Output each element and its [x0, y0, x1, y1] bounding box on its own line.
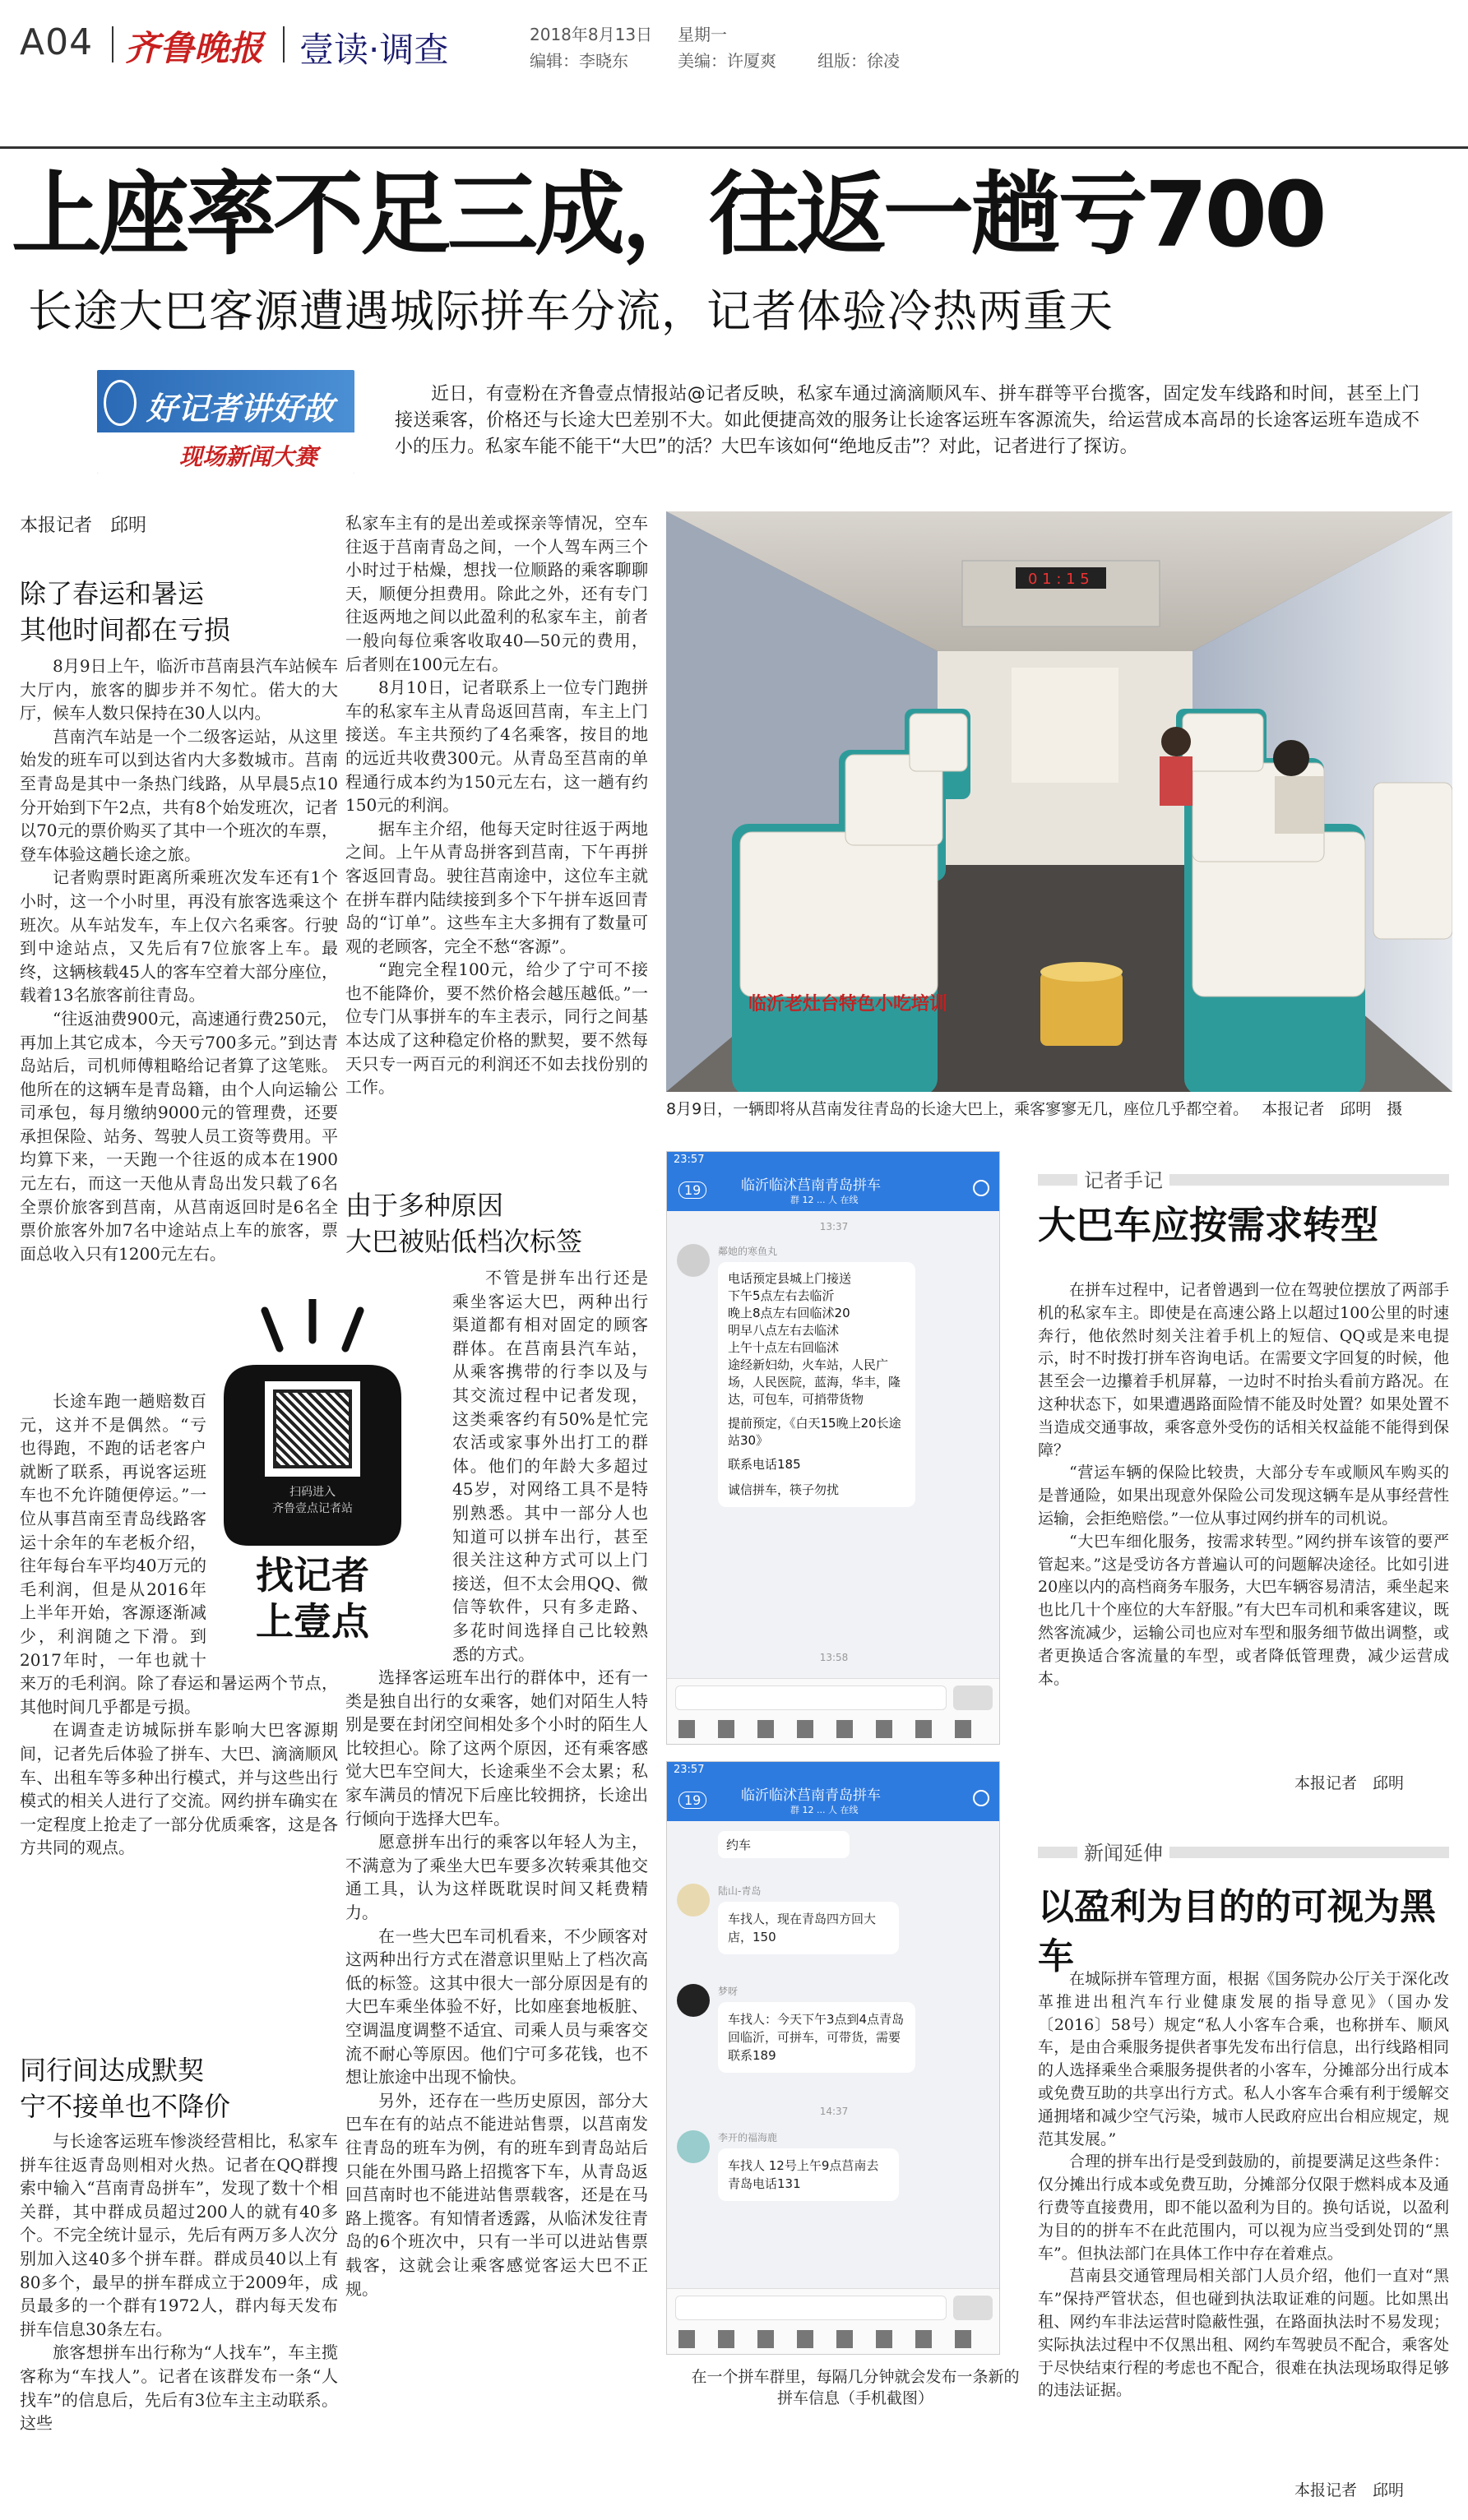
- chat2-members: 群 12 ... 人 在线: [790, 1805, 859, 1815]
- photo-caption: [666, 1098, 1452, 1120]
- chat2-title: 临沂临沭莒南青岛拼车: [741, 1787, 881, 1804]
- wrap-spacer: [345, 1266, 452, 1661]
- qr-caption-top: 扫码进入: [289, 1486, 336, 1499]
- paragraph: “往返油费900元，高速通行费250元，再加上其它成本，今天亏700多元。”到达青岛站后，司机师傅粗略给记者算了这笔账。他所在的这辆车是青岛籍，由个人向运输公司承包，每月缴纳9000元的管理费，还要承担保险、站务、驾驶人员工资等费用。平均算下来，一天跑一个往返的成本在1900元左右，而这一天他从青岛出发只载了6名全票价旅客到莒南，从莒南返回时是6名全票价旅客外加7名中途站点上车的旅客，票面总收入只有1200元左右。: [20, 1008, 338, 1264]
- qr-title-1: 找记者: [256, 1553, 369, 1598]
- photo-credit: 本报记者 邱明 摄: [1262, 1100, 1403, 1118]
- qr-title-2: 上壹点: [256, 1599, 369, 1644]
- banner-deco: [104, 380, 137, 426]
- subhead-2-line-2: 宁不接单也不降价: [20, 2091, 231, 2122]
- chat2-input[interactable]: [675, 2296, 947, 2320]
- header-divider-1: [112, 26, 113, 62]
- avatar: [677, 1884, 710, 1917]
- paragraph: 旅客想拼车出行称为“人找车”，车主揽客称为“车找人”。记者在该群发布一条“人找车”的信息后，先后有3位车主主动联系。这些: [20, 2342, 338, 2434]
- chat1-line: 联系电话185: [728, 1457, 801, 1472]
- paragraph: 8月10日，记者联系上一位专门跑拼车的私家车主从青岛返回莒南，车主上门接送。车主共预约了4名乘客，按目的地的远近共收费300元。从青岛至莒南的单程通行成本约为150元左右，这一趟有约150元的利润。: [345, 677, 648, 816]
- chat-screenshot-1: [666, 1151, 1000, 1745]
- chat2-top-bubble: [718, 1831, 850, 1858]
- chat1-line: 明早八点左右去临沭: [728, 1323, 840, 1338]
- box1-title: 大巴车应按需求转型: [1038, 1203, 1378, 1247]
- chat1-sender: 鄰她的寒鱼丸: [718, 1246, 778, 1257]
- paragraph: 莒南县交通管理局相关部门人员介绍，他们一直对“黑车”保持严管状态，但也碰到执法取证难的问题。比如黑出租、网约车非法运营时隐蔽性强，在路面执法时不易发现；实际执法过程中不仅黑出租、网约车驾驶员不配合，乘客处于尽快结束行程的考虑也不配合，很难在执法现场取得足够的违法证据。: [1038, 2267, 1449, 2400]
- paragraph: 合理的拼车出行是受到鼓励的，前提要满足这些条件：仅分摊出行成本或免费互助，分摊部分仅限于燃料成本及通行费等直接费用，即不能以盈利为目的。换句话说，以盈利为目的的拼车不在此范围内，可以视为应当受到处罚的“黑车”。但执法部门在具体工作中存在着难点。: [1038, 2152, 1449, 2263]
- headrest-ad-text: 临沂老灶台特色小吃培训: [748, 994, 948, 1015]
- chat1-title: 临沂临沭莒南青岛拼车: [741, 1177, 881, 1194]
- chat1-bubble: [718, 1262, 915, 1507]
- header-editor: 编辑：李晓东: [530, 51, 628, 71]
- chat1-line: 途经新妇幼，火车站，人民广场，人民医院，蓝海，华丰，隆达，可包车，可捎带货物: [728, 1357, 901, 1407]
- chat1-line: 电话预定县城上门接送: [728, 1271, 852, 1286]
- chat2-time: 23:57: [674, 1764, 705, 1776]
- send-button[interactable]: [953, 2296, 993, 2320]
- paragraph: “营运车辆的保险比较贵，大部分专车或顺风车购买的是普通险，如果出现意外保险公司发现这辆车是从事经营性运输，会拒绝赔偿。”一位从事过网约拼车的司机说。: [1038, 1463, 1449, 1528]
- subhead-1-line-2: 其他时间都在亏损: [20, 614, 231, 645]
- paragraph: “大巴车细化服务，按需求转型。”网约拼车该管的要严管起来。”这是受访各方普遍认可的问题解决途径。比如引进20座以内的高档商务车服务，大巴车辆容易清洁，乘坐起来也比几十个座位的大车舒服。”有大巴车司机和乘客建议，既然客流减少，运输公司也应对车型和服务细节做出调整，或者更换适合客流量的车型，或者降低管理费，减少运营成本。: [1038, 1532, 1449, 1688]
- subhead-2: [20, 2052, 230, 2125]
- page-header: [20, 16, 1451, 74]
- wrap-spacer: [206, 1389, 338, 1669]
- avatar: [677, 2130, 710, 2163]
- paragraph: 在城际拼车管理方面，根据《国务院办公厅关于深化改革推进出租汽车行业健康发展的指导意见》（国办发〔2016〕58号）规定“私人小客车合乘，也称拼车、顺风车，是由合乘服务提供者事先发布出行信息，出行线路相同的人选择乘坐合乘服务提供者的小客车，分摊部分出行成本或免费互助的共享出行方式。私人小客车合乘有利于缓解交通拥堵和减少空气污染，城市人民政府应出台相应规定，规范其发展。”: [1038, 1970, 1449, 2148]
- chat-caption: 在一个拼车群里，每隔几分钟就会发布一条新的拼车信息（手机截图）: [691, 2368, 1020, 2407]
- paragraph: 在调查走访城际拼车影响大巴客源期间，记者先后体验了拼车、大巴、滴滴顺风车、出租车等多种出行模式，并与这些出行模式的相关人进行了交流。网约拼车确实在一定程度上抢走了一部分优质乘客，这是各方共同的观点。: [20, 1720, 338, 1858]
- paragraph: 据车主介绍，他每天定时往返于两地之间。上午从青岛拼客到莒南，下午再拼客返回青岛。驶往莒南途中，这位车主就在拼车群内陆续接到多个下午拼车返回青岛的“订单”。这些车主大多拥有了数量可观的老顾客，完全不愁“客源”。: [345, 818, 648, 956]
- column-1-text-a: [20, 654, 338, 1390]
- main-headline: 上座率不足三成，往返一趟亏700: [12, 162, 1324, 267]
- lead-paragraph: 近日，有壹粉在齐鲁壹点情报站@记者反映，私家车通过滴滴顺风车、拼车群等平台揽客，固定发车线路和时间，甚至上门接送乘客，价格还与长途大巴差别不大。如此便捷高效的服务让长途客运班车客源流失，给运营成本高昂的长途客运班车造成不小的压力。私家车能不能干“大巴”的活？大巴车该如何“绝地反击”？对此，记者进行了探访。: [395, 384, 1419, 457]
- box2-kicker: 新闻延伸: [1077, 1837, 1169, 1866]
- paragraph: 8月9日上午，临沂市莒南县汽车站候车大厅内，旅客的脚步并不匆忙。偌大的大厅，候车人数只保持在30人以内。: [20, 656, 338, 724]
- chat2-ts: 14:37: [819, 2106, 849, 2117]
- chat2-bubble-3: 车找人 12号上午9点莒南去青岛电话131: [718, 2148, 899, 2201]
- box1-byline: 本报记者 邱明: [1294, 1774, 1405, 1792]
- chat1-ts1: 13:37: [819, 1221, 849, 1232]
- chat2-bubble-2: 车找人：今天下午3点到4点青岛回临沂，可拼车，可带货，需要联系189: [718, 2002, 915, 2073]
- newspaper-logo: 齐鲁晚报: [125, 28, 264, 68]
- paragraph: 记者购票时距离所乘班次发车还有1个小时，这一个小时里，再没有旅客选乘这个班次。从车站发车，车上仅六名乘客。行驶到中途站点，又先后有7位旅客上车。最终，这辆核载45人的客车空着大部分座位，载着13名旅客前往青岛。: [20, 867, 338, 1006]
- subhead-2-line-1: 同行间达成默契: [20, 2055, 205, 2086]
- chat1-back[interactable]: 19: [678, 1181, 706, 1199]
- subhead-1: [20, 576, 230, 648]
- box2-title: 以盈利为目的的可视为黑车: [1038, 1886, 1436, 1977]
- header-date: 2018年8月13日: [530, 25, 653, 44]
- sub-headline: 长途大巴客源遭遇城际拼车分流，记者体验冷热两重天: [28, 285, 1114, 337]
- chat2-toolbar-icons[interactable]: [678, 2330, 991, 2348]
- profile-icon[interactable]: [973, 1790, 989, 1806]
- header-weekday: 星期一: [678, 25, 727, 44]
- profile-icon[interactable]: [973, 1180, 989, 1196]
- chat1-members: 群 12 ... 人 在线: [790, 1195, 859, 1205]
- paragraph: 愿意拼车出行的乘客以年轻人为主，不满意为了乘坐大巴车要多次转乘其他交通工具，认为这样既耽误时间又耗费精力。: [345, 1832, 648, 1923]
- chat2-input-bar: [667, 2288, 1000, 2355]
- chat1-titlebar: [667, 1152, 1000, 1211]
- subhead-3: [345, 1187, 582, 1260]
- banner-top: 好记者讲好故: [146, 391, 335, 427]
- subhead-1-line-1: 除了春运和暑运: [20, 578, 205, 609]
- header-art-editor: 美编：许厦爽: [678, 51, 776, 71]
- box1-kicker: 记者手记: [1077, 1164, 1169, 1193]
- paragraph: “跑完全程100元，给少了宁可不接也不能降价，要不然价格会越压越低。”一位专门从事拼车的车主表示，同行之间基本达成了这种稳定价格的默契，要不然每天只专一两百元的利润还不如去找份别的工作。: [345, 959, 648, 1098]
- chat2-sender-1: 陆山-青岛: [718, 1885, 762, 1897]
- chat2-titlebar: [667, 1762, 1000, 1821]
- subhead-3-line-1: 由于多种原因: [345, 1190, 504, 1221]
- box2-text: [1038, 1968, 1449, 2471]
- chat1-line: 诚信拼车，筷子勿扰: [728, 1482, 840, 1497]
- chat1-ts2: 13:58: [819, 1652, 849, 1663]
- chat-screenshot-2: [666, 1761, 1000, 2355]
- column-1-text-c: [20, 2129, 338, 2512]
- chat1-line: 下午5点左右去临沂: [728, 1288, 835, 1303]
- chat1-line: 提前预定，《白天15晚上20长途站30》: [728, 1416, 901, 1448]
- svg-text:0 1 : 1 5: 0 1 : 1 5: [1028, 571, 1090, 588]
- chat2-sender-3: 李开的福海鹿: [718, 2132, 778, 2143]
- chat2-bubble-1: 车找人，现在青岛四方回大店，150: [718, 1902, 899, 1954]
- chat1-line: 晚上8点左右回临沭20: [728, 1306, 850, 1320]
- avatar: [677, 1984, 710, 2017]
- subhead-3-line-2: 大巴被贴低档次标签: [345, 1226, 583, 1257]
- section-name: 壹读·调查: [299, 30, 449, 70]
- avatar: [677, 1244, 710, 1277]
- box2-byline: 本报记者 邱明: [1294, 2481, 1405, 2499]
- page-number: A04: [20, 21, 94, 63]
- chat2-top-text: 约车: [726, 1838, 752, 1852]
- paragraph: 长途车跑一趟赔数百元，这并不是偶然。“亏也得跑，不跑的话老客户就断了联系，再说客运班车也不允许随便停运。”一位从事莒南至青岛线路客运十余年的车老板介绍，往年每台车平均40万元的毛利润，但是从2016年上半年开始，客源逐渐减少，利润随之下滑。到2017年时，一年也就十来万的毛利润。除了春运和暑运两个节点，其他时间几乎都是亏损。: [20, 1391, 338, 1717]
- box1-text: [1038, 1279, 1449, 1740]
- column-1-text-b: [20, 1389, 338, 2068]
- banner-bottom: 现场新闻大赛: [179, 443, 318, 470]
- paragraph: 与长途客运班车惨淡经营相比，私家车拼车往返青岛则相对火热。记者在QQ群搜索中输入“莒南青岛拼车”，发现了数十个相关群，其中群成员超过200人的就有40多个。不完全统计显示，先后有两万多人次分别加入这40多个拼车群。群成员40以上有80多个，最早的拼车群成立于2009年，成员最多的一个群有1972人，群内每天发布拼车信息30条左右。: [20, 2131, 338, 2339]
- chat1-input-bar: [667, 1678, 1000, 1745]
- send-button[interactable]: [953, 1685, 993, 1710]
- chat2-sender-2: 梦呀: [718, 1986, 739, 1997]
- chat1-input[interactable]: [675, 1685, 947, 1710]
- chat1-time: 23:57: [674, 1154, 705, 1166]
- header-layout: 组版：徐凌: [817, 51, 900, 71]
- photo-caption-text: 8月9日，一辆即将从莒南发往青岛的长途大巴上，乘客寥寥无几，座位几乎都空着。: [666, 1100, 1249, 1118]
- bus-interior-photo: [666, 511, 1452, 1092]
- chat1-line: 上午十点左右回临沭: [728, 1340, 840, 1355]
- paragraph: 另外，还存在一些历史原因，部分大巴车在有的站点不能进站售票，以莒南发往青岛的班车为例，有的班车到青岛站后只能在外围马路上招揽客下车，从青岛返回莒南时也不能进站售票载客，还是在马路上揽客。有知情者透露，从临沭发往青岛的6个班次中，只有一半可以进站售票载客，这就会让乘客感觉客运大巴不正规。: [345, 2090, 648, 2299]
- column-2-text-b: [345, 1266, 648, 2512]
- paragraph: 在一些大巴车司机看来，不少顾客对这两种出行方式在潜意识里贴上了档次高低的标签。这其中很大一部分原因是有的大巴车乘坐体验不好，比如座套地板脏、空调温度调整不适宜、司乘人员与乘客交流不耐心等原因。他们宁可多花钱，也不想让旅途中出现不愉快。: [345, 1926, 648, 2088]
- header-divider-2: [283, 26, 285, 62]
- paragraph: 在拼车过程中，记者曾遇到一位在驾驶位摆放了两部手机的私家车主。即使是在高速公路上以超过100公里的时速奔行，他依然时刻关注着手机上的短信、QQ或是来电提示，时不时拨打拼车咨询电话。在需要文字回复的时候，他甚至会一边攥着手机屏幕，一边时不时抬头看前方路况。在这种状态下，如果遭遇路面险情不能及时处置？如果处置不当造成交通事故，乘客意外受伤的话相关权益能不能得到保障？: [1038, 1281, 1449, 1459]
- byline: 本报记者 邱明: [20, 516, 147, 536]
- contest-banner: [97, 370, 354, 474]
- paragraph: 不管是拼车出行还是乘坐客运大巴，两种出行渠道都有相对固定的顾客群体。在莒南县汽车站，从乘客携带的行李以及与其交流过程中记者发现，这类乘客约有50%是忙完农活或家事外出打工的群体。他们的年龄大多超过45岁，对网络工具不是特别熟悉。其中一部分人也知道可以拼车出行，甚至很关注这种方式可以上门接送，但不太会用QQ、微信等软件，只有多走路、多花时间选择自己比较熟悉的方式。: [452, 1268, 648, 1664]
- paragraph: 私家车主有的是出差或探亲等情况，空车往返于莒南青岛之间，一个人驾车两三个小时过于枯燥，想找一位顺路的乘客聊聊天，顺便分担费用。除此之外，还有专门往返两地之间以此盈利的私家车主，前者一般向每位乘客收取40—50元的费用，后者则在100元左右。: [345, 513, 648, 674]
- column-2-text-a: [345, 511, 648, 1177]
- chat2-back[interactable]: 19: [678, 1792, 706, 1809]
- paragraph: 选择客运班车出行的群体中，还有一类是独自出行的女乘客，她们对陌生人特别是要在封闭空间相处多个小时的陌生人比较担心。除了这两个原因，还有乘客感觉大巴车空间大，长途乘坐不会太累；私家车满员的情况下后座比较拥挤，长途出行倾向于选择大巴车。: [345, 1667, 648, 1829]
- qr-caption-mid: 齐鲁壹点记者站: [272, 1502, 353, 1515]
- header-rule: [0, 146, 1468, 149]
- chat1-toolbar-icons[interactable]: [678, 1720, 991, 1738]
- paragraph: 莒南汽车站是一个二级客运站，从这里始发的班车可以到达省内大多数城市。莒南至青岛是其中一条热门线路，从早晨5点10分开始到下午2点，共有8个始发班次，记者以70元的票价购买了其中一个班次的车票，登车体验这趟长途之旅。: [20, 726, 338, 864]
